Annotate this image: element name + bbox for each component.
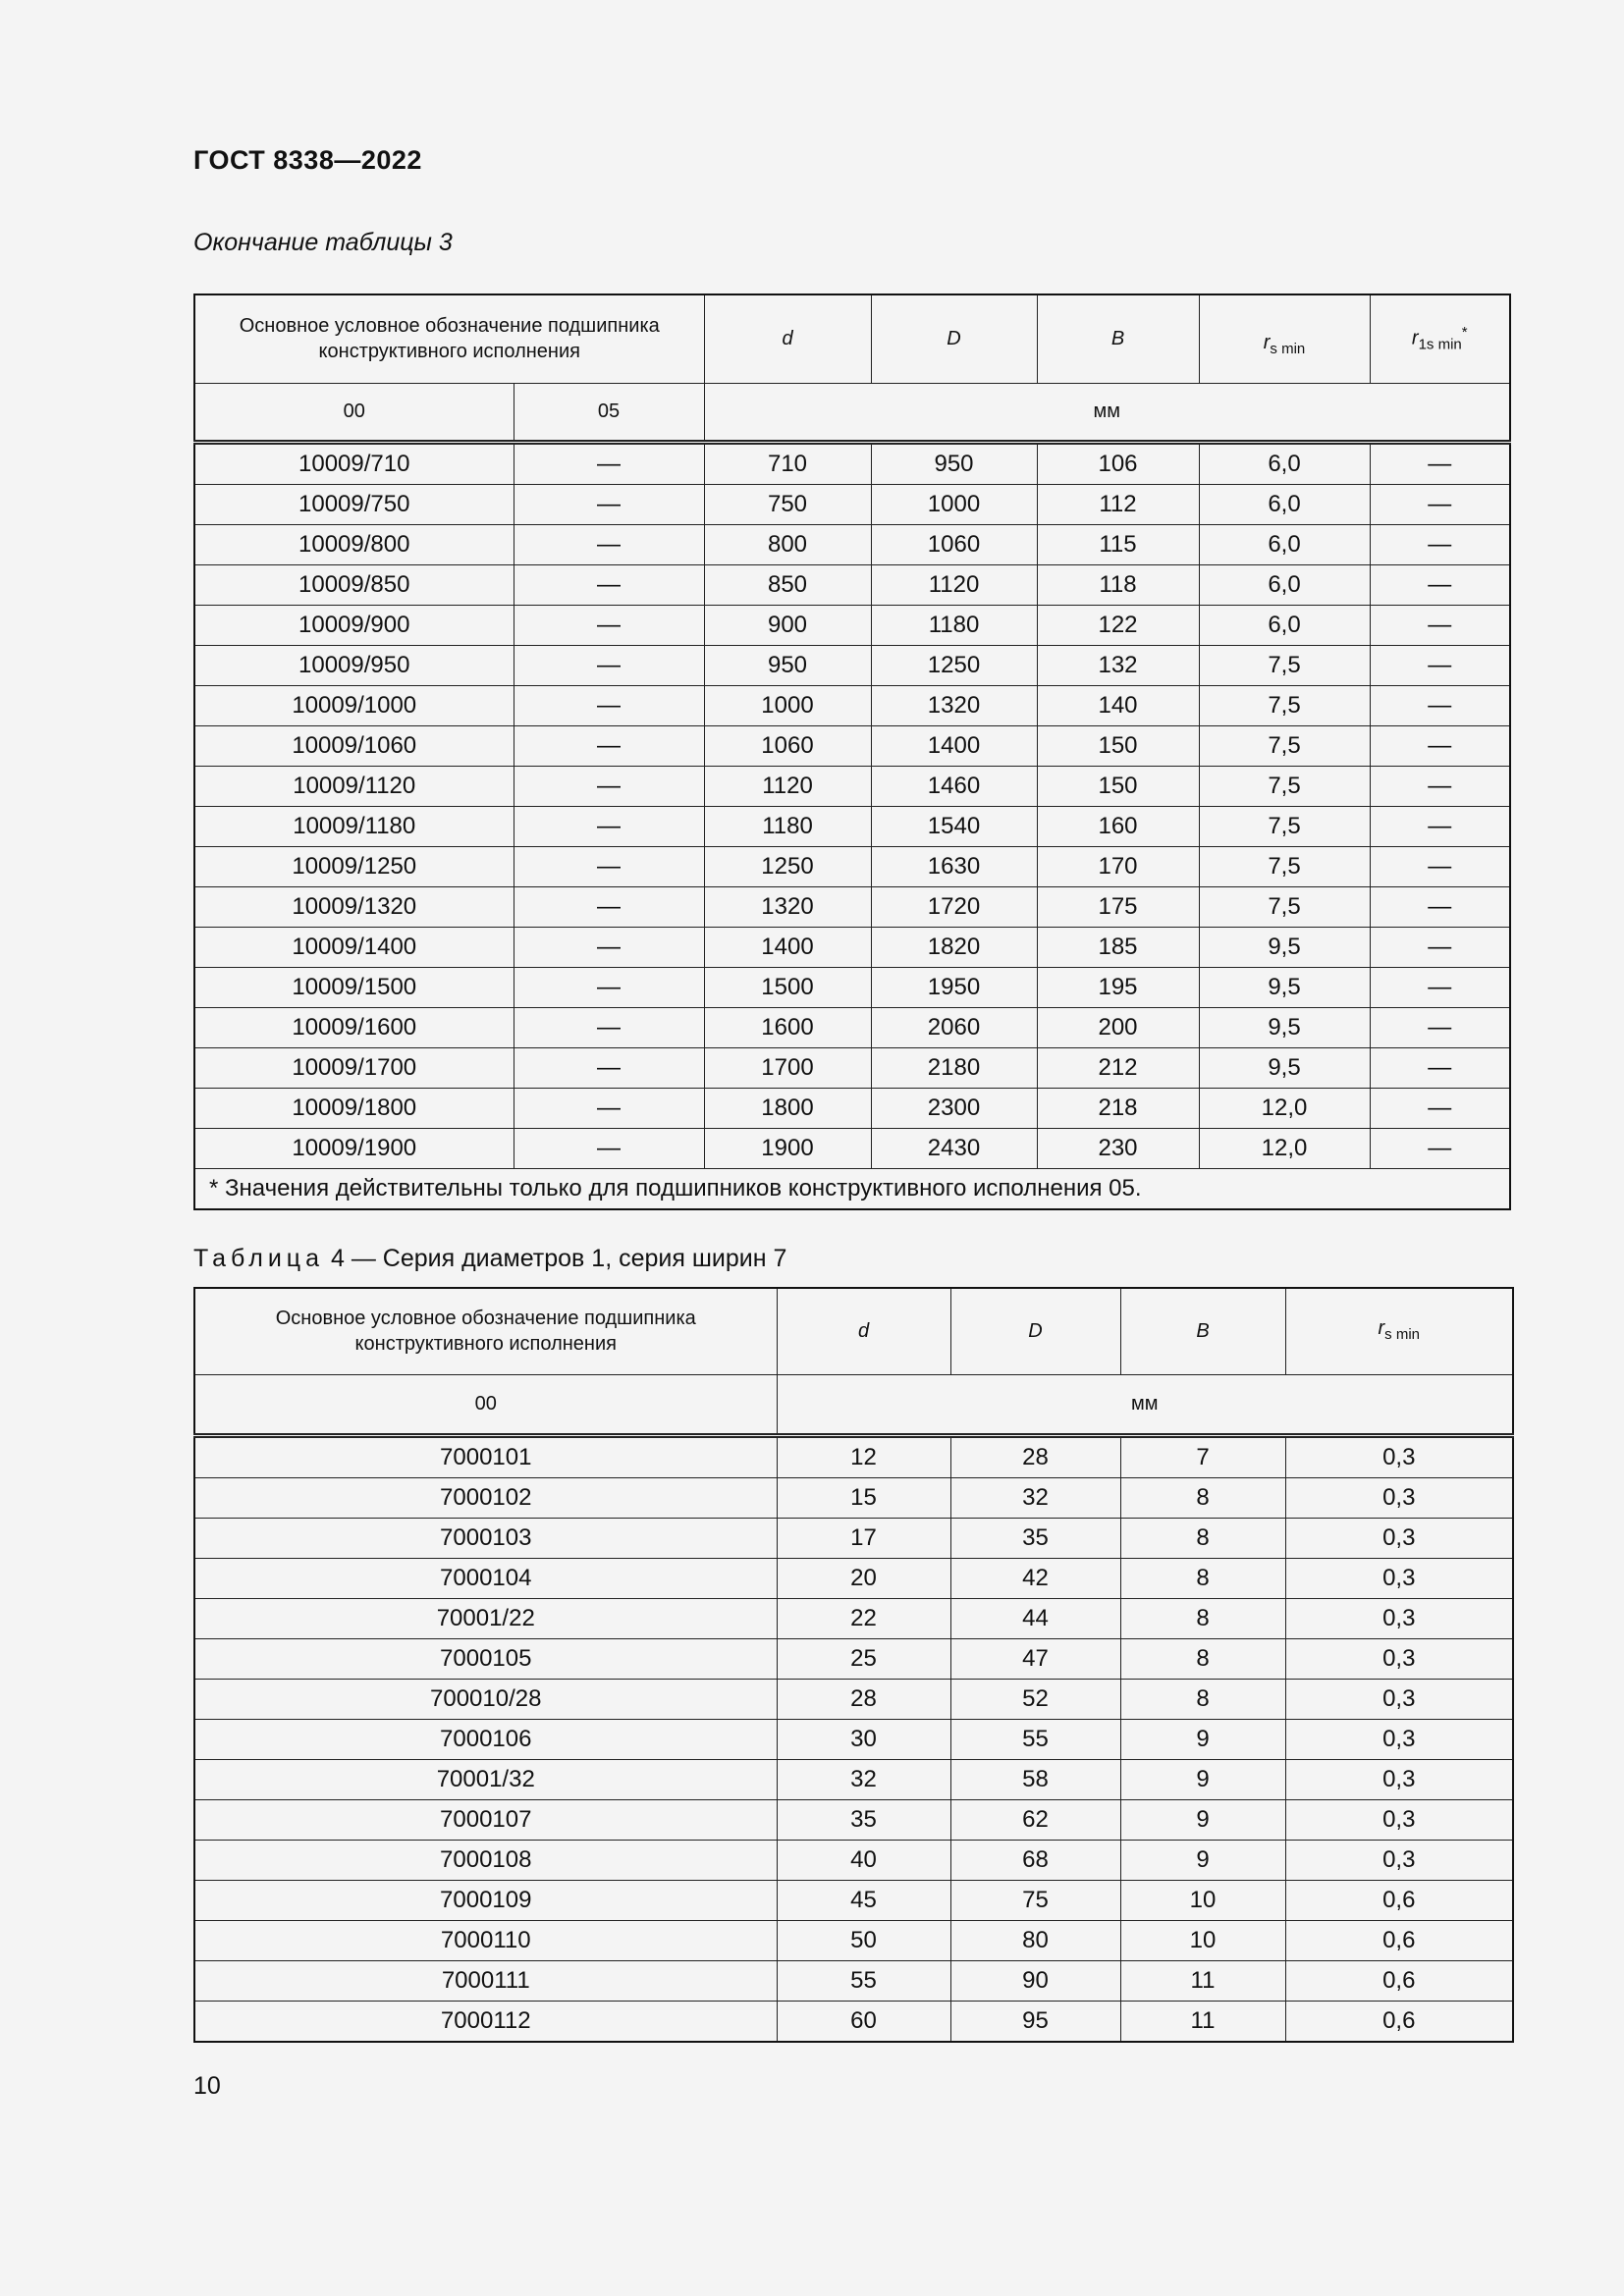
table-cell: 90 bbox=[950, 1960, 1120, 2001]
table-cell: 9 bbox=[1120, 1759, 1285, 1799]
table3-footnote: * Значения действительны только для подшипников конструктивного исполнения 05. bbox=[194, 1168, 1510, 1209]
table-cell: 0,3 bbox=[1285, 1518, 1513, 1558]
table-cell: 118 bbox=[1037, 564, 1199, 605]
table-cell: — bbox=[1370, 1007, 1510, 1047]
table-cell: 0,3 bbox=[1285, 1719, 1513, 1759]
table-cell: 9 bbox=[1120, 1719, 1285, 1759]
table-cell: 8 bbox=[1120, 1477, 1285, 1518]
table-cell: — bbox=[514, 1128, 704, 1168]
table-cell: — bbox=[514, 605, 704, 645]
table-cell: 55 bbox=[777, 1960, 950, 2001]
table-cell: 8 bbox=[1120, 1679, 1285, 1719]
table-cell: 7000109 bbox=[194, 1880, 777, 1920]
table-row bbox=[194, 442, 1510, 484]
table-cell: 50 bbox=[777, 1920, 950, 1960]
table3-rs-sub: s min bbox=[1270, 340, 1306, 357]
table-cell: 0,3 bbox=[1285, 1477, 1513, 1518]
table-cell: 10009/1800 bbox=[194, 1088, 514, 1128]
table-cell: 7,5 bbox=[1199, 846, 1370, 886]
table-row bbox=[194, 1435, 1513, 1477]
table-cell: 122 bbox=[1037, 605, 1199, 645]
table-cell: 850 bbox=[704, 564, 871, 605]
table-cell: — bbox=[1370, 967, 1510, 1007]
table-cell: 132 bbox=[1037, 645, 1199, 685]
table-cell: 1320 bbox=[871, 685, 1037, 725]
table-cell: 10 bbox=[1120, 1920, 1285, 1960]
table-row bbox=[194, 1088, 1510, 1128]
table-cell: 44 bbox=[950, 1598, 1120, 1638]
table-cell: 2060 bbox=[871, 1007, 1037, 1047]
table-row bbox=[194, 846, 1510, 886]
table-cell: 55 bbox=[950, 1719, 1120, 1759]
table3-rs-base: r bbox=[1263, 331, 1271, 353]
table-row bbox=[194, 524, 1510, 564]
table-cell: 10009/1500 bbox=[194, 967, 514, 1007]
table-row bbox=[194, 1759, 1513, 1799]
table-cell: 7000102 bbox=[194, 1477, 777, 1518]
table-row bbox=[194, 484, 1510, 524]
table-cell: — bbox=[1370, 1047, 1510, 1088]
table-cell: 115 bbox=[1037, 524, 1199, 564]
table-cell: — bbox=[514, 806, 704, 846]
table-cell: 6,0 bbox=[1199, 442, 1370, 484]
table-row bbox=[194, 1840, 1513, 1880]
table3-subheader-00: 00 bbox=[194, 383, 514, 442]
table4-header-D: D bbox=[950, 1288, 1120, 1374]
table-cell: 12,0 bbox=[1199, 1128, 1370, 1168]
table-cell: 1060 bbox=[871, 524, 1037, 564]
table-cell: — bbox=[514, 442, 704, 484]
table-row bbox=[194, 1920, 1513, 1960]
table-cell: 170 bbox=[1037, 846, 1199, 886]
table-cell: 32 bbox=[950, 1477, 1120, 1518]
table3-r1s-base: r bbox=[1411, 327, 1419, 349]
table-cell: 2180 bbox=[871, 1047, 1037, 1088]
table-row bbox=[194, 1598, 1513, 1638]
table-row bbox=[194, 766, 1510, 806]
table-row bbox=[194, 1719, 1513, 1759]
table-cell: 47 bbox=[950, 1638, 1120, 1679]
table-cell: 950 bbox=[704, 645, 871, 685]
table-cell: 95 bbox=[950, 2001, 1120, 2042]
table-4 bbox=[193, 1287, 1514, 2043]
table3-header-r1s-min bbox=[1370, 294, 1510, 383]
table-cell: 0,3 bbox=[1285, 1638, 1513, 1679]
table3-subheader-05: 05 bbox=[514, 383, 704, 442]
table-cell: 40 bbox=[777, 1840, 950, 1880]
table-cell: 12 bbox=[777, 1435, 950, 1477]
table4-caption-text: 4 — Серия диаметров 1, серия ширин 7 bbox=[324, 1245, 787, 1272]
table-cell: 58 bbox=[950, 1759, 1120, 1799]
table-cell: 1460 bbox=[871, 766, 1037, 806]
table-cell: 7000106 bbox=[194, 1719, 777, 1759]
table-cell: 17 bbox=[777, 1518, 950, 1558]
table-row bbox=[194, 1007, 1510, 1047]
table-cell: — bbox=[1370, 886, 1510, 927]
table-cell: 1250 bbox=[871, 645, 1037, 685]
table3-caption: Окончание таблицы 3 bbox=[193, 229, 453, 256]
table-cell: 200 bbox=[1037, 1007, 1199, 1047]
table-cell: 1320 bbox=[704, 886, 871, 927]
table-cell: 950 bbox=[871, 442, 1037, 484]
table-cell: 0,3 bbox=[1285, 1598, 1513, 1638]
table3-units: мм bbox=[704, 383, 1510, 442]
table4-subheader-00: 00 bbox=[194, 1374, 777, 1435]
table-cell: 22 bbox=[777, 1598, 950, 1638]
table-cell: 10009/1600 bbox=[194, 1007, 514, 1047]
table-cell: 10009/710 bbox=[194, 442, 514, 484]
table-cell: 900 bbox=[704, 605, 871, 645]
table-cell: 0,6 bbox=[1285, 1880, 1513, 1920]
table-cell: 7000111 bbox=[194, 1960, 777, 2001]
table-cell: 10009/950 bbox=[194, 645, 514, 685]
table3-r1s-sub: 1s min bbox=[1418, 336, 1462, 353]
table-cell: 9,5 bbox=[1199, 927, 1370, 967]
table3-header-designation: Основное условное обозначение подшипника конструктивного исполнения bbox=[194, 294, 704, 383]
table-cell: 7000112 bbox=[194, 2001, 777, 2042]
table-cell: 1720 bbox=[871, 886, 1037, 927]
table4-units: мм bbox=[777, 1374, 1513, 1435]
table-cell: 1120 bbox=[871, 564, 1037, 605]
table-cell: 8 bbox=[1120, 1598, 1285, 1638]
table-cell: — bbox=[1370, 484, 1510, 524]
table-cell: 1400 bbox=[871, 725, 1037, 766]
table-cell: 140 bbox=[1037, 685, 1199, 725]
table-cell: 0,3 bbox=[1285, 1679, 1513, 1719]
table3-header-rs-min bbox=[1199, 294, 1370, 383]
table-cell: 7000105 bbox=[194, 1638, 777, 1679]
table-cell: 30 bbox=[777, 1719, 950, 1759]
table-cell: 7000101 bbox=[194, 1435, 777, 1477]
table-cell: 10009/750 bbox=[194, 484, 514, 524]
table-cell: 112 bbox=[1037, 484, 1199, 524]
table-cell: 7,5 bbox=[1199, 766, 1370, 806]
table-row bbox=[194, 1799, 1513, 1840]
table-cell: 7000107 bbox=[194, 1799, 777, 1840]
table-cell: 710 bbox=[704, 442, 871, 484]
table-cell: 9 bbox=[1120, 1799, 1285, 1840]
table-cell: — bbox=[1370, 645, 1510, 685]
table-cell: 8 bbox=[1120, 1558, 1285, 1598]
table-cell: 750 bbox=[704, 484, 871, 524]
table-cell: 10009/1060 bbox=[194, 725, 514, 766]
table-cell: 0,3 bbox=[1285, 1759, 1513, 1799]
table-cell: 7,5 bbox=[1199, 886, 1370, 927]
table-cell: — bbox=[1370, 524, 1510, 564]
table-cell: 800 bbox=[704, 524, 871, 564]
table-cell: 1060 bbox=[704, 725, 871, 766]
table-row bbox=[194, 1558, 1513, 1598]
table-cell: 1180 bbox=[704, 806, 871, 846]
table3-header-d: d bbox=[704, 294, 871, 383]
table-cell: 8 bbox=[1120, 1518, 1285, 1558]
table-cell: 32 bbox=[777, 1759, 950, 1799]
table-cell: 230 bbox=[1037, 1128, 1199, 1168]
table-cell: — bbox=[514, 564, 704, 605]
table-row bbox=[194, 886, 1510, 927]
table-cell: 1700 bbox=[704, 1047, 871, 1088]
table-row bbox=[194, 2001, 1513, 2042]
table-row bbox=[194, 1477, 1513, 1518]
table-cell: 1250 bbox=[704, 846, 871, 886]
table-cell: — bbox=[514, 725, 704, 766]
table-cell: 52 bbox=[950, 1679, 1120, 1719]
table-cell: 6,0 bbox=[1199, 564, 1370, 605]
table4-caption-label: Таблица bbox=[193, 1245, 325, 1272]
table-row bbox=[194, 1960, 1513, 2001]
table-row bbox=[194, 1518, 1513, 1558]
table-cell: — bbox=[1370, 1088, 1510, 1128]
table-cell: 35 bbox=[950, 1518, 1120, 1558]
table-cell: 7000104 bbox=[194, 1558, 777, 1598]
table-row bbox=[194, 927, 1510, 967]
table-row bbox=[194, 564, 1510, 605]
document-title: ГОСТ 8338—2022 bbox=[193, 145, 422, 175]
page-number: 10 bbox=[193, 2072, 221, 2100]
table-cell: 10009/1120 bbox=[194, 766, 514, 806]
table-row bbox=[194, 967, 1510, 1007]
table-cell: — bbox=[1370, 685, 1510, 725]
table-cell: 10009/1400 bbox=[194, 927, 514, 967]
table-cell: 8 bbox=[1120, 1638, 1285, 1679]
table-cell: 9 bbox=[1120, 1840, 1285, 1880]
table-cell: 212 bbox=[1037, 1047, 1199, 1088]
table-row bbox=[194, 1638, 1513, 1679]
table-cell: — bbox=[1370, 605, 1510, 645]
table-cell: 42 bbox=[950, 1558, 1120, 1598]
table-cell: 80 bbox=[950, 1920, 1120, 1960]
table-cell: 70001/22 bbox=[194, 1598, 777, 1638]
table-cell: 7,5 bbox=[1199, 685, 1370, 725]
table-cell: 10009/900 bbox=[194, 605, 514, 645]
table-cell: 12,0 bbox=[1199, 1088, 1370, 1128]
table-cell: — bbox=[1370, 725, 1510, 766]
table-cell: 2430 bbox=[871, 1128, 1037, 1168]
table-cell: 1400 bbox=[704, 927, 871, 967]
table-cell: 218 bbox=[1037, 1088, 1199, 1128]
table-row bbox=[194, 685, 1510, 725]
table-cell: 1000 bbox=[704, 685, 871, 725]
table-cell: 28 bbox=[950, 1435, 1120, 1477]
table-cell: — bbox=[514, 645, 704, 685]
table-cell: — bbox=[514, 1047, 704, 1088]
table-cell: 45 bbox=[777, 1880, 950, 1920]
table-cell: 150 bbox=[1037, 725, 1199, 766]
table-cell: 0,3 bbox=[1285, 1435, 1513, 1477]
table-3 bbox=[193, 294, 1511, 1210]
table-cell: 2300 bbox=[871, 1088, 1037, 1128]
table-cell: 1540 bbox=[871, 806, 1037, 846]
table-cell: 1800 bbox=[704, 1088, 871, 1128]
table-cell: — bbox=[514, 886, 704, 927]
table-row bbox=[194, 1880, 1513, 1920]
table-cell: 6,0 bbox=[1199, 524, 1370, 564]
table-cell: 9,5 bbox=[1199, 967, 1370, 1007]
table-cell: 9,5 bbox=[1199, 1047, 1370, 1088]
table-cell: 1000 bbox=[871, 484, 1037, 524]
table-cell: 75 bbox=[950, 1880, 1120, 1920]
table-cell: 160 bbox=[1037, 806, 1199, 846]
table-cell: 0,6 bbox=[1285, 1960, 1513, 2001]
table-cell: — bbox=[1370, 806, 1510, 846]
table-cell: 7,5 bbox=[1199, 806, 1370, 846]
table-cell: 70001/32 bbox=[194, 1759, 777, 1799]
table-cell: 68 bbox=[950, 1840, 1120, 1880]
table-cell: 1820 bbox=[871, 927, 1037, 967]
table-row bbox=[194, 1128, 1510, 1168]
table-cell: 60 bbox=[777, 2001, 950, 2042]
table-cell: 11 bbox=[1120, 1960, 1285, 2001]
table-cell: — bbox=[1370, 1128, 1510, 1168]
table-cell: 7000103 bbox=[194, 1518, 777, 1558]
table-cell: 20 bbox=[777, 1558, 950, 1598]
table-cell: 1630 bbox=[871, 846, 1037, 886]
table3-body bbox=[194, 442, 1510, 1168]
table-cell: 10009/850 bbox=[194, 564, 514, 605]
table-row bbox=[194, 1047, 1510, 1088]
table-cell: 1600 bbox=[704, 1007, 871, 1047]
table-cell: 150 bbox=[1037, 766, 1199, 806]
table-cell: 7000108 bbox=[194, 1840, 777, 1880]
table-cell: 106 bbox=[1037, 442, 1199, 484]
table3-header-B: B bbox=[1037, 294, 1199, 383]
table4-rs-base: r bbox=[1378, 1316, 1385, 1339]
table-cell: — bbox=[514, 927, 704, 967]
table-row bbox=[194, 645, 1510, 685]
table-cell: — bbox=[1370, 442, 1510, 484]
table-cell: 11 bbox=[1120, 2001, 1285, 2042]
table-cell: — bbox=[514, 766, 704, 806]
table-cell: 10009/1700 bbox=[194, 1047, 514, 1088]
table-cell: — bbox=[1370, 766, 1510, 806]
table-cell: 7000110 bbox=[194, 1920, 777, 1960]
table4-body bbox=[194, 1435, 1513, 2042]
table-cell: 175 bbox=[1037, 886, 1199, 927]
table-cell: 10 bbox=[1120, 1880, 1285, 1920]
table-row bbox=[194, 1679, 1513, 1719]
table-cell: 185 bbox=[1037, 927, 1199, 967]
table-cell: 6,0 bbox=[1199, 605, 1370, 645]
table-cell: — bbox=[514, 685, 704, 725]
table-cell: 10009/1900 bbox=[194, 1128, 514, 1168]
table-cell: 0,3 bbox=[1285, 1558, 1513, 1598]
table-cell: 0,3 bbox=[1285, 1840, 1513, 1880]
table3-header-D: D bbox=[871, 294, 1037, 383]
table4-header-designation: Основное условное обозначение подшипника конструктивного исполнения bbox=[194, 1288, 777, 1374]
table-cell: — bbox=[514, 967, 704, 1007]
table-cell: 10009/1000 bbox=[194, 685, 514, 725]
table-cell: 10009/1250 bbox=[194, 846, 514, 886]
table-cell: 9,5 bbox=[1199, 1007, 1370, 1047]
table-cell: 10009/800 bbox=[194, 524, 514, 564]
table-cell: 28 bbox=[777, 1679, 950, 1719]
table-row bbox=[194, 605, 1510, 645]
table-cell: 15 bbox=[777, 1477, 950, 1518]
table-cell: 10009/1180 bbox=[194, 806, 514, 846]
table-cell: 0,6 bbox=[1285, 1920, 1513, 1960]
table4-header-rs-min bbox=[1285, 1288, 1513, 1374]
table-cell: — bbox=[514, 846, 704, 886]
table4-caption bbox=[193, 1245, 786, 1273]
table-cell: — bbox=[1370, 846, 1510, 886]
table-cell: — bbox=[1370, 927, 1510, 967]
table4-header-B: B bbox=[1120, 1288, 1285, 1374]
table-cell: 700010/28 bbox=[194, 1679, 777, 1719]
table-cell: 0,6 bbox=[1285, 2001, 1513, 2042]
table-cell: 1180 bbox=[871, 605, 1037, 645]
table-cell: 62 bbox=[950, 1799, 1120, 1840]
table-cell: — bbox=[514, 1088, 704, 1128]
table-cell: 7,5 bbox=[1199, 645, 1370, 685]
table-cell: 6,0 bbox=[1199, 484, 1370, 524]
table-cell: 195 bbox=[1037, 967, 1199, 1007]
table-cell: — bbox=[514, 484, 704, 524]
table-cell: 1120 bbox=[704, 766, 871, 806]
table-cell: 10009/1320 bbox=[194, 886, 514, 927]
table-row bbox=[194, 806, 1510, 846]
table-cell: 0,3 bbox=[1285, 1799, 1513, 1840]
table4-rs-sub: s min bbox=[1384, 1325, 1420, 1343]
table-cell: 1900 bbox=[704, 1128, 871, 1168]
table-cell: — bbox=[514, 524, 704, 564]
table-cell: 35 bbox=[777, 1799, 950, 1840]
table-cell: 7 bbox=[1120, 1435, 1285, 1477]
table4-header-d: d bbox=[777, 1288, 950, 1374]
table-cell: — bbox=[1370, 564, 1510, 605]
table-cell: — bbox=[514, 1007, 704, 1047]
table-cell: 1500 bbox=[704, 967, 871, 1007]
table-cell: 7,5 bbox=[1199, 725, 1370, 766]
table-cell: 1950 bbox=[871, 967, 1037, 1007]
table-row bbox=[194, 725, 1510, 766]
table-cell: 25 bbox=[777, 1638, 950, 1679]
table3-r1s-sup: * bbox=[1461, 323, 1468, 341]
